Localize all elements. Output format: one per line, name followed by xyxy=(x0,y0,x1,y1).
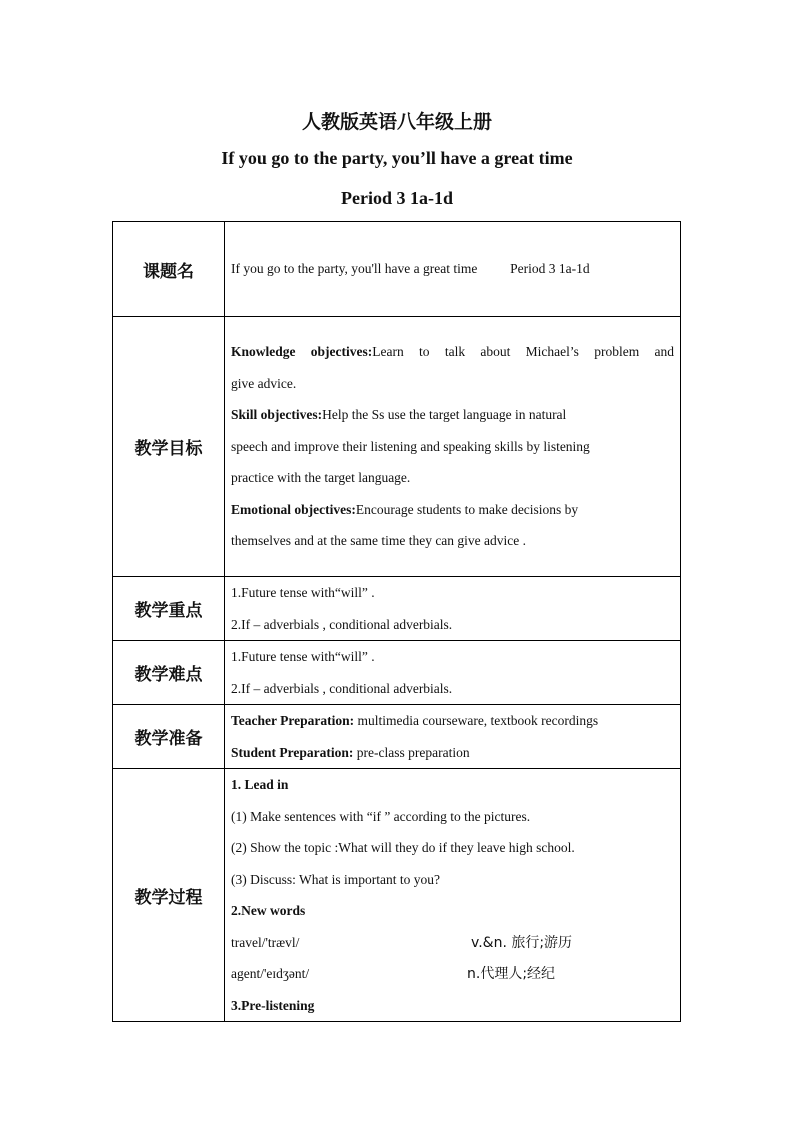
emotional-objectives-line xyxy=(231,494,674,526)
topic-text: If you go to the party, you'll have a great time xyxy=(231,261,478,276)
document-title-en: If you go to the party, you’ll have a great time xyxy=(221,148,573,168)
knowledge-objectives-text-2: give advice. xyxy=(231,375,297,391)
knowledge-objectives-label: Knowledge objectives: xyxy=(231,344,373,360)
process-lead-in-item-1: (1) Make sentences with “if ” according to the pictures. xyxy=(231,808,531,824)
row-content-process xyxy=(225,769,681,1022)
new-word-2-meaning: n.代理人;经纪 xyxy=(467,966,556,982)
lesson-plan-table xyxy=(112,221,681,1022)
knowledge-objectives-line xyxy=(231,336,674,368)
process-lead-in-item-2: (2) Show the topic :What will they do if they leave high school. xyxy=(231,840,575,855)
process-step-pre-listening: 3.Pre-listening xyxy=(231,997,315,1013)
topic-period: Period 3 1a-1d xyxy=(510,261,590,276)
document-title-cn: 人教版英语八年级上册 xyxy=(301,111,492,133)
skill-objectives-text: Help the Ss use the target language in natural xyxy=(322,407,567,423)
process-step-new-words: 2.New words xyxy=(231,903,306,918)
process-lead-in-item-3: (3) Discuss: What is important to you? xyxy=(231,871,440,887)
new-word-1-meaning: v.&n. 旅行;游历 xyxy=(471,934,573,951)
table-row-key-points xyxy=(113,577,681,641)
skill-objectives-label: Skill objectives: xyxy=(231,407,323,423)
row-content-preparation xyxy=(225,705,681,769)
key-point-2: 2.If – adverbials , conditional adverbials. xyxy=(231,616,453,632)
row-label-key-points: 教学重点 xyxy=(113,577,225,641)
key-point-1: 1.Future tense with“will” . xyxy=(231,585,375,600)
student-preparation-text: pre-class preparation xyxy=(356,744,470,760)
row-content-objectives xyxy=(225,317,681,577)
table-row-preparation xyxy=(113,705,681,769)
student-preparation-label: Student Preparation: xyxy=(231,744,354,760)
student-preparation-line xyxy=(231,737,674,769)
skill-objectives-line xyxy=(231,399,674,431)
row-label-process: 教学过程 xyxy=(113,769,225,1022)
table-row-process xyxy=(113,769,681,1022)
table-row-difficult-points xyxy=(113,641,681,705)
table-row-objectives xyxy=(113,317,681,577)
row-label-topic: 课题名 xyxy=(113,222,225,317)
emotional-objectives-text-2: themselves and at the same time they can give advice . xyxy=(231,533,527,549)
new-word-2: agent/'eɪdʒənt/ xyxy=(231,966,310,981)
skill-objectives-text-2: speech and improve their listening and speaking skills by listening xyxy=(231,438,590,454)
table-row-topic xyxy=(113,222,681,317)
row-content-difficult-points xyxy=(225,641,681,705)
new-word-row-2 xyxy=(231,958,674,990)
new-word-row-1 xyxy=(231,927,674,959)
teacher-preparation-text: multimedia courseware, textbook recordings xyxy=(357,713,599,728)
difficult-point-2: 2.If – adverbials , conditional adverbials. xyxy=(231,680,453,696)
process-step-lead-in: 1. Lead in xyxy=(231,777,289,792)
difficult-point-1: 1.Future tense with“will” . xyxy=(231,649,375,664)
row-label-preparation: 教学准备 xyxy=(113,705,225,769)
emotional-objectives-label: Emotional objectives: xyxy=(231,501,356,517)
row-content-topic xyxy=(225,222,681,317)
row-label-objectives: 教学目标 xyxy=(113,317,225,577)
teacher-preparation-label: Teacher Preparation: xyxy=(231,713,355,728)
new-word-1: travel/'trævl/ xyxy=(231,934,300,950)
row-label-difficult-points: 教学难点 xyxy=(113,641,225,705)
skill-objectives-text-3: practice with the target language. xyxy=(231,470,411,486)
teacher-preparation-line xyxy=(231,705,674,737)
row-content-key-points xyxy=(225,577,681,641)
knowledge-objectives-text: Learn to talk about Michael’s problem and xyxy=(372,344,674,360)
emotional-objectives-text: Encourage students to make decisions by xyxy=(355,501,579,517)
document-period: Period 3 1a-1d xyxy=(341,188,453,208)
